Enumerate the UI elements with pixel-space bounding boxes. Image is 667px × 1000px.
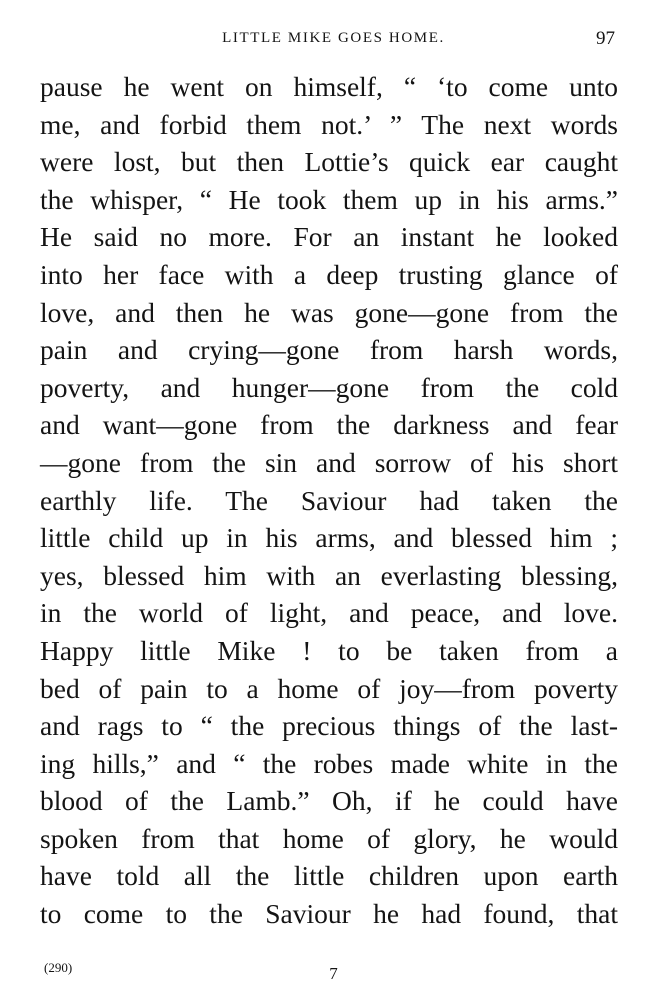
- text-line: earthly life. The Saviour had taken the: [40, 484, 618, 516]
- text-line: Happy little Mike ! to be taken from a: [40, 634, 618, 666]
- text-line: and rags to “ the precious things of the last-: [40, 710, 618, 742]
- text-line: love, and then he was gone—gone from the: [40, 296, 618, 328]
- text-line: have told all the little children upon earth: [40, 860, 618, 892]
- printer-mark: (290): [44, 960, 73, 975]
- text-line: me, and forbid them not.’ ” The next words: [40, 108, 618, 140]
- page-number: 97: [596, 28, 615, 49]
- text-line: He said no more. For an instant he looked: [40, 221, 618, 253]
- text-line: yes, blessed him with an everlasting blessing,: [40, 559, 618, 591]
- running-head: [0, 28, 667, 52]
- text-line: into her face with a deep trusting glance of: [40, 258, 618, 290]
- body-text: [40, 68, 618, 933]
- signature-number: 7: [329, 964, 338, 983]
- text-line: pain and crying—gone from harsh words,: [40, 334, 618, 366]
- text-line: blood of the Lamb.” Oh, if he could have: [40, 785, 618, 817]
- text-line: pause he went on himself, “ ‘to come unto: [40, 71, 618, 102]
- text-line: spoken from that home of glory, he would: [40, 822, 618, 854]
- text-line: in the world of light, and peace, and love.: [40, 597, 618, 629]
- text-line: were lost, but then Lottie’s quick ear caught: [40, 146, 618, 178]
- text-line: the whisper, “ He took them up in his arms.”: [40, 183, 618, 215]
- text-line: and want—gone from the darkness and fear: [40, 409, 618, 441]
- text-line: bed of pain to a home of joy—from poverty: [40, 672, 618, 704]
- text-line: ing hills,” and “ the robes made white in the: [40, 747, 618, 779]
- running-title: LITTLE MIKE GOES HOME.: [222, 30, 445, 46]
- text-line: to come to the Saviour he had found, that: [40, 898, 618, 930]
- text-line: poverty, and hunger—gone from the cold: [40, 371, 618, 403]
- text-line: —gone from the sin and sorrow of his short: [40, 446, 618, 478]
- text-line: little child up in his arms, and blessed him ;: [40, 522, 618, 554]
